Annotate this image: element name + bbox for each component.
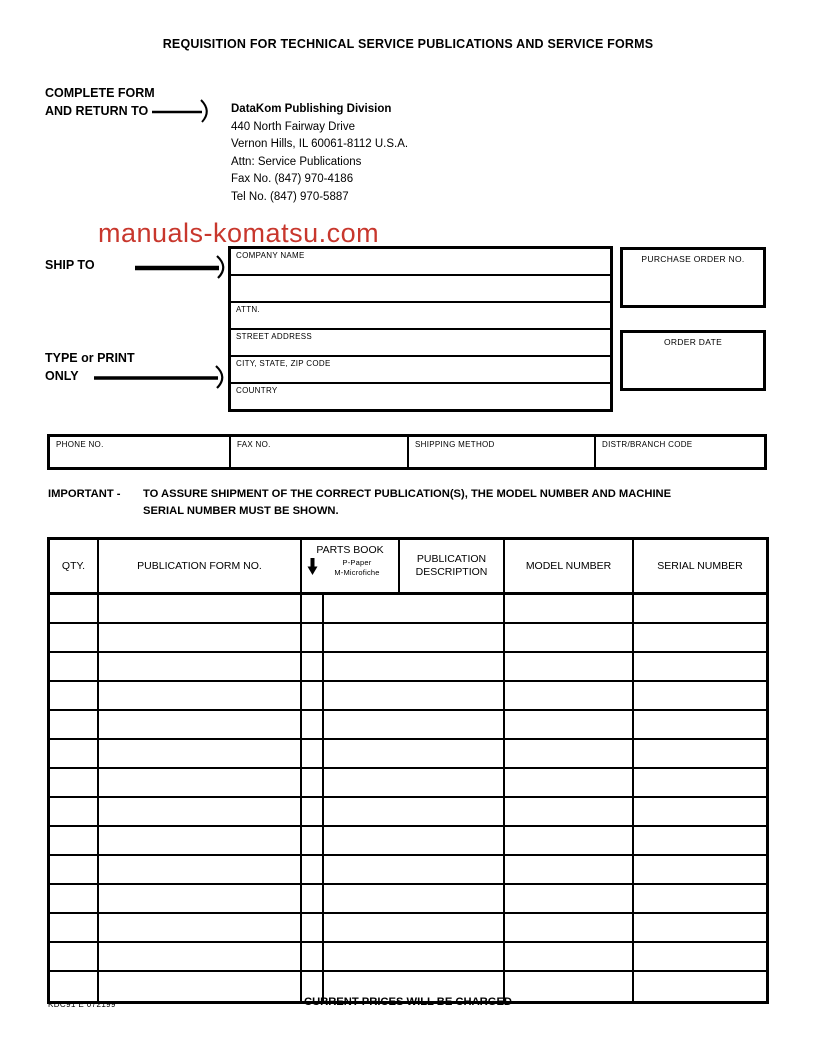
down-arrow-icon — [307, 558, 318, 575]
cell-serial-number — [634, 943, 766, 970]
table-row — [50, 827, 766, 856]
cell-model-number — [505, 740, 634, 767]
cell-publication-form-no — [99, 653, 302, 680]
important-label: IMPORTANT - — [48, 488, 121, 500]
cell-qty — [50, 653, 99, 680]
field-fax-no: FAX NO. — [231, 437, 409, 467]
code-paper: P-Paper — [342, 558, 372, 567]
contact-info-row — [47, 434, 767, 470]
cell-qty — [50, 885, 99, 912]
field-city-state-zip: CITY, STATE, ZIP CODE — [231, 357, 610, 384]
field-country: COUNTRY — [236, 386, 278, 395]
header-serial-number: SERIAL NUMBER — [657, 560, 743, 572]
field-shipping-method: SHIPPING METHOD — [409, 437, 596, 467]
field-company-name: COMPANY NAME — [231, 249, 610, 276]
return-address-name: DataKom Publishing Division — [231, 103, 392, 115]
header-publication-form-no: PUBLICATION FORM NO. — [99, 540, 302, 592]
cell-publication-form-no — [99, 711, 302, 738]
cell-model-number — [505, 769, 634, 796]
cell-publication-form-no — [99, 943, 302, 970]
cell-publication-description — [324, 653, 505, 680]
cell-publication-description — [324, 943, 505, 970]
cell-model-number — [505, 798, 634, 825]
table-row — [50, 798, 766, 827]
cell-model-number — [505, 885, 634, 912]
cell-parts-book-code — [302, 798, 324, 825]
cell-publication-description — [324, 885, 505, 912]
cell-publication-description — [324, 827, 505, 854]
cell-parts-book-code — [302, 856, 324, 883]
cell-publication-form-no — [99, 885, 302, 912]
cell-qty — [50, 769, 99, 796]
cell-qty — [50, 740, 99, 767]
cell-model-number — [505, 595, 634, 622]
cell-publication-description — [324, 914, 505, 941]
field-attn: ATTN. — [231, 303, 610, 330]
cell-parts-book-code — [302, 711, 324, 738]
table-row — [50, 943, 766, 972]
purchase-order-box: PURCHASE ORDER NO. — [620, 247, 766, 308]
cell-serial-number — [634, 885, 766, 912]
cell-parts-book-code — [302, 595, 324, 622]
table-row — [50, 595, 766, 624]
field-distr-branch-code: DISTR/BRANCH CODE — [602, 440, 693, 449]
parts-book-codes — [318, 558, 396, 578]
cell-parts-book-code — [302, 943, 324, 970]
return-address-fax: Fax No. (847) 970-4186 — [231, 173, 354, 185]
cell-parts-book-code — [302, 914, 324, 941]
cell-parts-book-code — [302, 885, 324, 912]
table-row — [50, 856, 766, 885]
cell-publication-form-no — [99, 798, 302, 825]
parts-book-subrow — [302, 556, 398, 578]
cell-publication-form-no — [99, 769, 302, 796]
table-row — [50, 769, 766, 798]
cell-parts-book-code — [302, 827, 324, 854]
header-qty: QTY. — [50, 540, 99, 592]
return-address-attn: Attn: Service Publications — [231, 155, 362, 168]
ship-to-label: SHIP TO — [45, 258, 95, 272]
cell-qty — [50, 856, 99, 883]
cell-serial-number — [634, 624, 766, 651]
footer-note: CURRENT PRICES WILL BE CHARGED — [303, 996, 512, 1008]
cell-qty — [50, 711, 99, 738]
return-address-tel: Tel No. (847) 970-5887 — [231, 190, 349, 203]
return-address-street: 440 North Fairway Drive — [231, 120, 355, 133]
cell-parts-book-code — [302, 740, 324, 767]
cell-serial-number — [634, 711, 766, 738]
cell-publication-form-no — [99, 827, 302, 854]
cell-qty — [50, 914, 99, 941]
cell-publication-description — [324, 711, 505, 738]
cell-model-number — [505, 856, 634, 883]
publications-table — [47, 537, 769, 1004]
cell-qty — [50, 682, 99, 709]
cell-qty — [50, 943, 99, 970]
cell-qty — [50, 798, 99, 825]
cell-serial-number — [634, 653, 766, 680]
complete-form-line1: COMPLETE FORM — [45, 86, 155, 100]
form-code: KDC91 E 072199 — [48, 1000, 116, 1009]
watermark: manuals-komatsu.com — [98, 218, 380, 248]
ship-to-arrow-icon — [133, 253, 235, 281]
cell-publication-form-no — [99, 740, 302, 767]
cell-qty — [50, 595, 99, 622]
table-row — [50, 624, 766, 653]
field-phone-no: PHONE NO. — [50, 437, 231, 467]
table-row — [50, 653, 766, 682]
cell-publication-description — [324, 769, 505, 796]
important-text — [143, 486, 671, 520]
table-row — [50, 914, 766, 943]
table-row — [50, 711, 766, 740]
table-row — [50, 682, 766, 711]
table-body — [50, 595, 766, 1001]
header-model-number: MODEL NUMBER — [505, 540, 634, 592]
order-date-box: ORDER DATE — [620, 330, 766, 391]
cell-model-number — [505, 624, 634, 651]
cell-publication-description — [324, 856, 505, 883]
cell-serial-number — [634, 769, 766, 796]
cell-qty — [50, 827, 99, 854]
cell-publication-description — [324, 624, 505, 651]
cell-model-number — [505, 914, 634, 941]
cell-serial-number — [634, 914, 766, 941]
type-or-print-arrow-icon — [92, 364, 234, 392]
cell-publication-form-no — [99, 595, 302, 622]
cell-publication-form-no — [99, 682, 302, 709]
cell-publication-description — [324, 798, 505, 825]
important-line1: TO ASSURE SHIPMENT OF THE CORRECT PUBLICATION(S), THE MODEL NUMBER AND MACHINE — [143, 488, 672, 500]
table-row — [50, 885, 766, 914]
important-note — [48, 486, 671, 520]
important-line2: SERIAL NUMBER MUST BE SHOWN. — [143, 505, 339, 517]
complete-form-line2: AND RETURN TO — [45, 104, 149, 118]
type-or-print-line1: TYPE or PRINT — [45, 351, 135, 365]
cell-publication-form-no — [99, 856, 302, 883]
field-company-name-2 — [231, 276, 610, 303]
field-street-address: STREET ADDRESS — [231, 330, 610, 357]
cell-publication-form-no — [99, 624, 302, 651]
cell-publication-description — [324, 682, 505, 709]
return-to-arrow-icon — [150, 98, 216, 124]
cell-parts-book-code — [302, 769, 324, 796]
table-header-row — [50, 540, 766, 595]
complete-form-label — [45, 84, 155, 120]
header-parts-book — [302, 540, 400, 592]
cell-serial-number — [634, 682, 766, 709]
cell-model-number — [505, 682, 634, 709]
return-address-city: Vernon Hills, IL 60061-8112 U.S.A. — [231, 138, 409, 150]
cell-publication-description — [324, 740, 505, 767]
cell-serial-number — [634, 740, 766, 767]
cell-serial-number — [634, 856, 766, 883]
return-address-block — [231, 101, 408, 206]
code-microfiche: M-Microfiche — [334, 568, 380, 577]
cell-model-number — [505, 653, 634, 680]
cell-parts-book-code — [302, 624, 324, 651]
header-publication-description: PUBLICATION DESCRIPTION — [400, 540, 505, 592]
cell-parts-book-code — [302, 682, 324, 709]
cell-serial-number — [634, 595, 766, 622]
cell-model-number — [505, 827, 634, 854]
page-title: REQUISITION FOR TECHNICAL SERVICE PUBLICATIONS AND SERVICE FORMS — [162, 37, 654, 51]
cell-publication-description — [324, 595, 505, 622]
cell-model-number — [505, 711, 634, 738]
cell-publication-form-no — [99, 914, 302, 941]
cell-parts-book-code — [302, 653, 324, 680]
ship-to-box — [228, 246, 613, 412]
cell-serial-number — [634, 827, 766, 854]
type-or-print-line2: ONLY — [45, 369, 79, 383]
table-row — [50, 740, 766, 769]
cell-qty — [50, 624, 99, 651]
cell-model-number — [505, 943, 634, 970]
cell-serial-number — [634, 798, 766, 825]
parts-book-title: PARTS BOOK — [316, 544, 384, 556]
